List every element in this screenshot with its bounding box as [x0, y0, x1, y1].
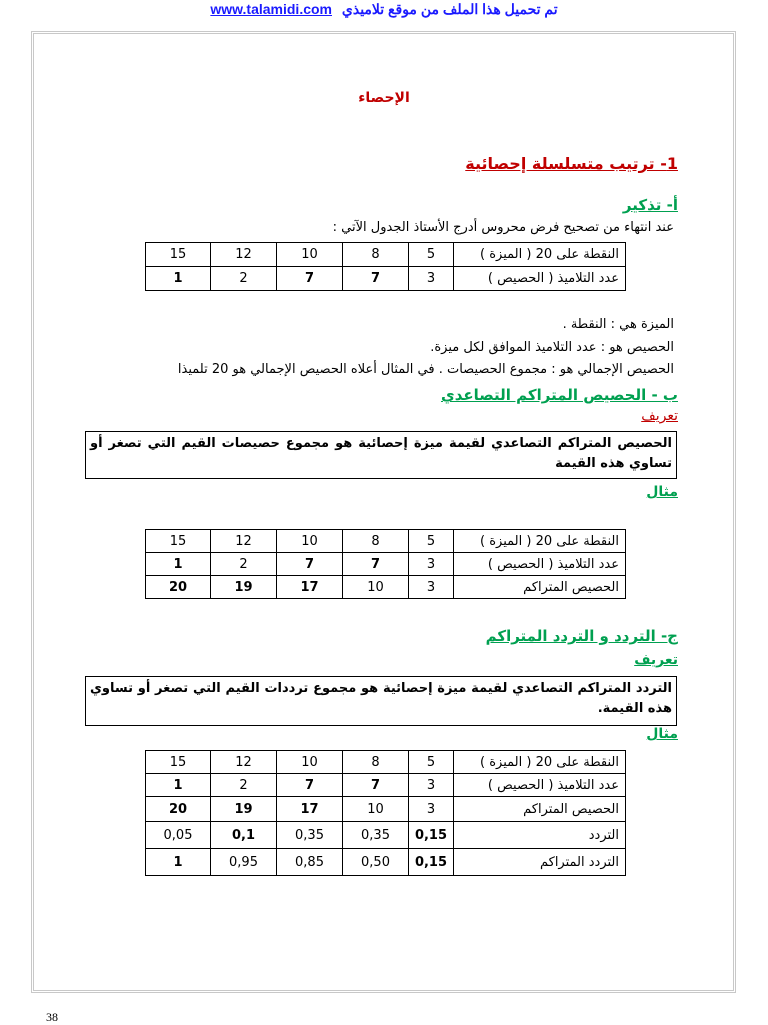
- table-row: [146, 243, 626, 267]
- table-row: [146, 849, 626, 876]
- table-cell: 12: [211, 751, 277, 774]
- table-cell: 1: [146, 849, 211, 876]
- table-cell: 0,15: [409, 822, 454, 849]
- table-cell: 7: [277, 553, 343, 576]
- table-cell: 12: [211, 243, 277, 267]
- table-cell: 5: [409, 243, 454, 267]
- table-cell: 0,15: [409, 849, 454, 876]
- table-row: [146, 553, 626, 576]
- table-cell: 7: [343, 553, 409, 576]
- row-label: التردد المتراكم: [454, 849, 626, 876]
- table-cell: 20: [146, 797, 211, 822]
- row-label: عدد التلاميذ ( الحصيص ): [454, 267, 626, 291]
- table-cell: 3: [409, 797, 454, 822]
- table-cell: 3: [409, 267, 454, 291]
- table-cell: 2: [211, 553, 277, 576]
- row-label: عدد التلاميذ ( الحصيص ): [454, 774, 626, 797]
- table-cell: 3: [409, 576, 454, 599]
- page-title: الإحصاء: [358, 90, 410, 106]
- table-row: [146, 530, 626, 553]
- subsection-heading-frequency: ج- التردد و التردد المتراكم: [485, 627, 678, 645]
- table-row: [146, 751, 626, 774]
- table-cell: 10: [277, 530, 343, 553]
- table-cell: 17: [277, 797, 343, 822]
- table-cell: 10: [343, 797, 409, 822]
- row-label: النقطة على 20 ( الميزة ): [454, 530, 626, 553]
- frequency-table: [145, 750, 626, 876]
- table-cell: 1: [146, 267, 211, 291]
- table-row: [146, 576, 626, 599]
- table-cell: 19: [211, 797, 277, 822]
- definition-line-total: الحصيص الإجمالي هو : مجموع الحصيصات . في المثال أعلاه الحصيص الإجمالي هو 20 تلميذا: [177, 362, 674, 377]
- cumulative-table: [145, 529, 626, 599]
- table-cell: 15: [146, 751, 211, 774]
- table-cell: 5: [409, 751, 454, 774]
- row-label: الحصيص المتراكم: [454, 576, 626, 599]
- table-row: [146, 774, 626, 797]
- site-banner: [0, 0, 768, 18]
- definition-line-frequency: الحصيص هو : عدد التلاميذ الموافق لكل ميزة.: [430, 340, 674, 355]
- table-cell: 8: [343, 751, 409, 774]
- table-cell: 7: [343, 774, 409, 797]
- table-cell: 0,95: [211, 849, 277, 876]
- row-label: عدد التلاميذ ( الحصيص ): [454, 553, 626, 576]
- table-cell: 2: [211, 267, 277, 291]
- row-label: النقطة على 20 ( الميزة ): [454, 751, 626, 774]
- row-label: التردد: [454, 822, 626, 849]
- table-cell: 12: [211, 530, 277, 553]
- table-cell: 0,35: [343, 822, 409, 849]
- table-cell: 17: [277, 576, 343, 599]
- table-cell: 8: [343, 530, 409, 553]
- table-cell: 10: [277, 751, 343, 774]
- table-cell: 0,1: [211, 822, 277, 849]
- page-number: 38: [46, 1010, 58, 1024]
- table-cell: 0,05: [146, 822, 211, 849]
- table-cell: 3: [409, 553, 454, 576]
- table-cell: 0,50: [343, 849, 409, 876]
- table-cell: 5: [409, 530, 454, 553]
- example-label-frequency: مثال: [646, 726, 678, 742]
- table-cell: 3: [409, 774, 454, 797]
- table-cell: 0,35: [277, 822, 343, 849]
- table-cell: 15: [146, 243, 211, 267]
- table-cell: 20: [146, 576, 211, 599]
- table-cell: 2: [211, 774, 277, 797]
- reminder-table: [145, 242, 626, 291]
- table-cell: 19: [211, 576, 277, 599]
- section-heading-ordering: 1- ترتيب متسلسلة إحصائية: [465, 154, 678, 173]
- table-cell: 10: [343, 576, 409, 599]
- table-cell: 10: [277, 243, 343, 267]
- download-note: تم تحميل هذا الملف من موقع تلاميذي: [341, 1, 558, 17]
- table-cell: 15: [146, 530, 211, 553]
- row-label: النقطة على 20 ( الميزة ): [454, 243, 626, 267]
- table-row: [146, 797, 626, 822]
- definition-box-cumulative: الحصيص المتراكم التصاعدي لقيمة ميزة إحصائية هو مجموع حصيصات القيم التي تصغر أو تساوي هذه القيمة: [85, 431, 677, 479]
- reminder-intro: عند انتهاء من تصحيح فرض محروس أدرج الأستاذ الجدول الآتي :: [332, 220, 674, 235]
- table-cell: 7: [343, 267, 409, 291]
- table-cell: 1: [146, 553, 211, 576]
- table-cell: 7: [277, 774, 343, 797]
- table-cell: 1: [146, 774, 211, 797]
- definition-label-cumulative: تعريف: [641, 408, 678, 424]
- definition-label-frequency: تعريف: [634, 652, 678, 668]
- subsection-heading-reminder: أ- تذكير: [622, 196, 678, 214]
- table-row: [146, 267, 626, 291]
- table-cell: 7: [277, 267, 343, 291]
- subsection-heading-cumulative: ب - الحصيص المتراكم التصاعدي: [440, 386, 678, 404]
- example-label-cumulative: مثال: [646, 484, 678, 500]
- site-url-link[interactable]: www.talamidi.com: [210, 1, 332, 17]
- definition-line-character: الميزة هي : النقطة .: [562, 317, 674, 332]
- row-label: الحصيص المتراكم: [454, 797, 626, 822]
- table-row: [146, 822, 626, 849]
- definition-box-frequency: التردد المتراكم التصاعدي لقيمة ميزة إحصائية هو مجموع ترددات القيم التي تصغر أو تساوي هذه القيمة.: [85, 676, 677, 726]
- table-cell: 8: [343, 243, 409, 267]
- table-cell: 0,85: [277, 849, 343, 876]
